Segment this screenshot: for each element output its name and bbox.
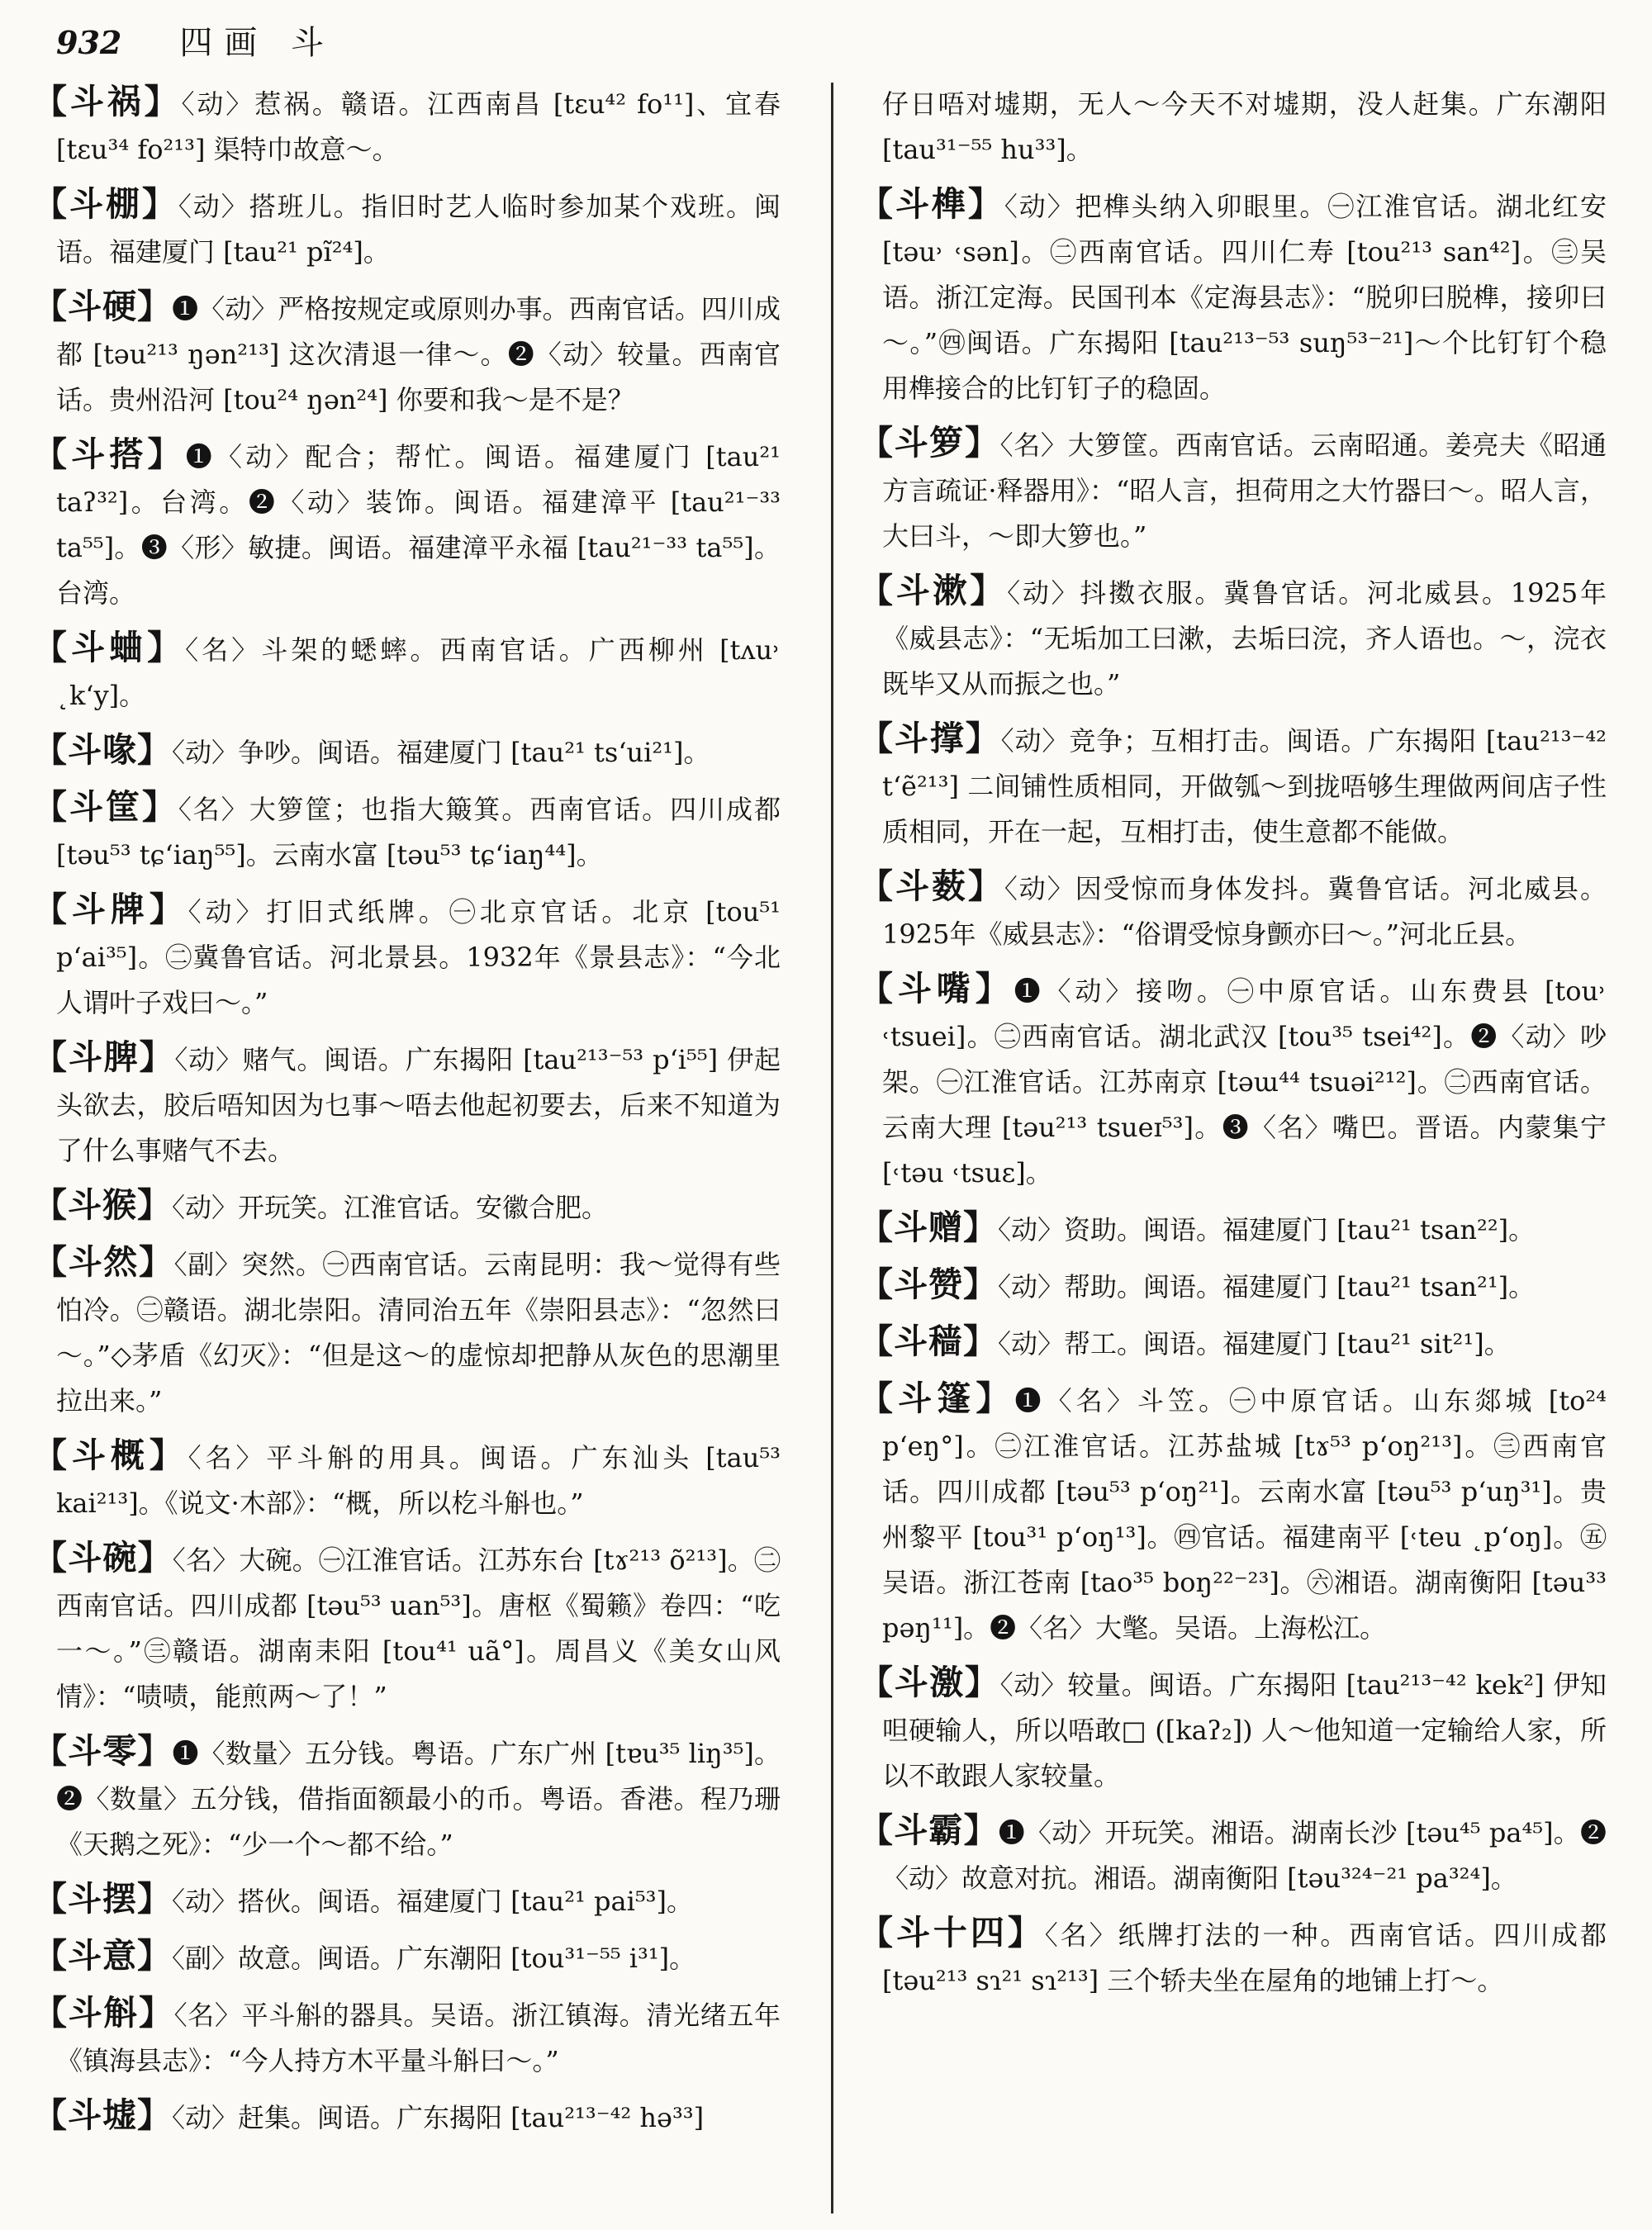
right-column	[859, 79, 1607, 2218]
dictionary-entry	[33, 1240, 781, 1424]
entry-definition: ❶〈动〉配合；帮忙。闽语。福建厦门 [tau²¹ taʔ³²]。台湾。❷〈动〉装饰。闽语。福建漳平 [tau²¹⁻³³ ta⁵⁵]。❸〈形〉敏捷。闽语。福建漳平永福 [tau²¹⁻³³ ta⁵⁵]。台湾。	[56, 441, 781, 609]
dictionary-entry	[33, 1729, 781, 1867]
dictionary-entry-continuation	[859, 79, 1607, 173]
entry-headword: 【斗碗】	[33, 1538, 173, 1578]
dictionary-entry	[859, 1808, 1607, 1901]
entry-headword: 【斗祸】	[33, 82, 182, 121]
entry-headword: 【斗赠】	[859, 1208, 998, 1247]
entry-definition: 〈名〉大箩筐；也指大簸箕。西南官话。四川成都 [təu⁵³ tɕ‘iaŋ⁵⁵]。云南水富 [təu⁵³ tɕ‘iaŋ⁴⁴]。	[56, 794, 781, 871]
entry-headword: 【斗硬】	[33, 287, 173, 326]
entry-definition: 〈名〉大箩筐。西南官话。云南昭通。姜亮夫《昭通方言疏证·释器用》：“昭人言，担荷用之大竹器曰～。昭人言，大曰斗，～即大箩也。”	[882, 429, 1607, 552]
entry-definition: 〈动〉赶集。闽语。广东揭阳 [tau²¹³⁻⁴² hə³³]	[172, 2102, 705, 2133]
entry-headword: 【斗搭】	[33, 434, 186, 474]
entry-definition: 〈动〉因受惊而身体发抖。冀鲁官话。河北威县。1925年《威县志》：“俗谓受惊身颤亦曰～。”河北丘县。	[882, 873, 1607, 950]
entry-headword: 【斗筐】	[33, 787, 178, 827]
entry-definition: 〈动〉搭伙。闽语。福建厦门 [tau²¹ pai⁵³]。	[172, 1886, 693, 1917]
entry-definition: ❶〈名〉斗笠。㊀中原官话。山东郯城 [to²⁴ p‘eŋ°]。㊁江淮官话。江苏盐城 [tɤ⁵³ p‘oŋ²¹³]。㊂西南官话。四川成都 [təu⁵³ p‘oŋ²¹]。云南水富 [təu⁵³ p‘uŋ³¹]。贵州黎平 [tou³¹ p‘oŋ¹³]。㊃官话。福建南平 [˓teu ˛p‘oŋ]。㊄吴语。浙江苍南 [tao³⁵ boŋ²²⁻²³]。㊅湘语。湖南衡阳 [təu³³ pəŋ¹¹]。❷〈名〉大氅。吴语。上海松江。	[882, 1385, 1607, 1644]
entry-headword: 【斗榫】	[859, 184, 1004, 224]
entry-definition: 〈动〉惹祸。赣语。江西南昌 [tɛu⁴² fo¹¹]、宜春 [tɛu³⁴ fo²¹³] 渠特巾故意～。	[56, 88, 781, 165]
entry-headword: 【斗嘴】	[859, 969, 1014, 1008]
entry-definition: 〈动〉开玩笑。江淮官话。安徽合肥。	[172, 1192, 609, 1223]
entry-headword: 【斗棚】	[33, 184, 178, 224]
page-number: 932	[56, 24, 122, 61]
dictionary-entry	[33, 1433, 781, 1526]
dictionary-entry	[33, 785, 781, 878]
entry-headword: 【斗蛐】	[33, 628, 186, 667]
entry-headword: 【斗漱】	[859, 571, 1008, 610]
dictionary-entry	[859, 1262, 1607, 1310]
entry-definition: 〈副〉突然。㊀西南官话。云南昆明：我～觉得有些怕冷。㊁赣语。湖北崇阳。清同治五年《崇阳县志》：“忽然曰～。”◇茅盾《幻灭》：“但是这～的虚惊却把静从灰色的思潮里拉出来。”	[56, 1249, 781, 1416]
dictionary-entry	[859, 568, 1607, 707]
left-column	[33, 79, 781, 2218]
section-title: 四画 斗	[179, 24, 336, 62]
entry-headword: 【斗猴】	[33, 1185, 172, 1225]
entry-headword: 【斗赞】	[859, 1264, 998, 1304]
page-header	[56, 17, 1609, 66]
entry-headword: 【斗篷】	[859, 1378, 1015, 1418]
dictionary-entry	[33, 1535, 781, 1720]
dictionary-entry	[33, 1035, 781, 1174]
entry-definition: 〈副〉故意。闽语。广东潮阳 [tou³¹⁻⁵⁵ i³¹]。	[172, 1943, 696, 1974]
entry-definition: 〈动〉资助。闽语。福建厦门 [tau²¹ tsan²²]。	[998, 1214, 1536, 1245]
entry-definition: 〈名〉斗架的蟋蟀。西南官话。广西柳州 [tʌu˒ ˛k‘y]。	[56, 634, 781, 711]
dictionary-entry	[33, 625, 781, 719]
entry-definition: 〈动〉把榫头纳入卯眼里。㊀江淮官话。湖北红安 [təu˒ ˓sən]。㊁西南官话。四川仁寿 [tou²¹³ san⁴²]。㊂吴语。浙江定海。民国刊本《定海县志》：“脱卯曰脱榫，接卯曰～。”㊃闽语。广东揭阳 [tau²¹³⁻⁵³ suŋ⁵³⁻²¹]～个比钉钉个稳用榫接合的比钉钉子的稳固。	[882, 191, 1607, 404]
dictionary-entry	[859, 864, 1607, 957]
entry-headword: 【斗概】	[33, 1435, 188, 1475]
entry-headword: 【斗十四】	[859, 1913, 1045, 1952]
dictionary-entry	[33, 79, 781, 173]
dictionary-entry	[859, 420, 1607, 559]
entry-headword: 【斗零】	[33, 1731, 173, 1771]
dictionary-entry	[859, 1910, 1607, 2004]
entry-definition: ❶〈动〉接吻。㊀中原官话。山东费县 [tou˒ ˓tsuei]。㊁西南官话。湖北武汉 [tou³⁵ tsei⁴²]。❷〈动〉吵架。㊀江淮官话。江苏南京 [təɯ⁴⁴ tsuəi²¹²]。㊁西南官话。云南大理 [təu²¹³ tsueɪ⁵³]。❸〈名〉嘴巴。晋语。内蒙集宁 [˓təu ˓tsuɛ]。	[882, 975, 1607, 1189]
dictionary-entry	[33, 2093, 781, 2141]
dictionary-entry	[859, 1205, 1607, 1253]
dictionary-entry	[33, 728, 781, 776]
entry-headword: 【斗霸】	[859, 1810, 999, 1850]
entry-definition: 〈动〉赌气。闽语。广东揭阳 [tau²¹³⁻⁵³ p‘i⁵⁵] 伊起头欲去，胶后唔知因为乜事～唔去他起初要去，后来不知道为了什么事赌气不去。	[56, 1044, 781, 1166]
dictionary-entry	[859, 716, 1607, 855]
entry-headword: 【斗穑】	[859, 1321, 998, 1361]
entry-definition: 〈动〉帮工。闽语。福建厦门 [tau²¹ sit²¹]。	[998, 1328, 1511, 1359]
entry-definition: 〈动〉搭班儿。指旧时艺人临时参加某个戏班。闽语。福建厦门 [tau²¹ pĩ²⁴]。	[56, 191, 781, 268]
entry-definition: 仔日唔对墟期，无人～今天不对墟期，没人赶集。广东潮阳 [tau³¹⁻⁵⁵ hu³³]。	[882, 88, 1607, 165]
entry-headword: 【斗喙】	[33, 730, 172, 770]
entry-definition: 〈名〉平斗斛的用具。闽语。广东汕头 [tau⁵³ kai²¹³]。《说文·木部》：“概，所以杚斗斛也。”	[56, 1442, 781, 1519]
entry-headword: 【斗箩】	[859, 423, 1000, 463]
entry-headword: 【斗撑】	[859, 719, 1001, 758]
entry-headword: 【斗牌】	[33, 890, 188, 929]
dictionary-entry	[859, 1319, 1607, 1367]
entry-definition: 〈动〉竞争；互相打击。闽语。广东揭阳 [tau²¹³⁻⁴² t‘ẽ²¹³] 二间铺性质相同，开做瓠～到拢唔够生理做两间店子性质相同，开在一起，互相打击，使生意都不能做。	[882, 725, 1607, 847]
dictionary-entry	[33, 1933, 781, 1981]
entry-definition: ❶〈数量〉五分钱。粤语。广东广州 [tɐu³⁵ liŋ³⁵]。❷〈数量〉五分钱，借指面额最小的币。粤语。香港。程乃珊《天鹅之死》：“少一个～都不给。”	[56, 1738, 781, 1860]
entry-headword: 【斗摆】	[33, 1879, 172, 1919]
column-divider	[831, 83, 833, 2213]
entry-definition: 〈名〉大碗。㊀江淮官话。江苏东台 [tɤ²¹³ õ²¹³]。㊁西南官话。四川成都 [təu⁵³ uan⁵³]。唐枢《蜀籁》卷四：“吃一～。”㊂赣语。湖南耒阳 [tou⁴¹ uã°]。周昌义《美女山风情》：“啧啧，能煎两～了！”	[56, 1544, 781, 1712]
entry-headword: 【斗斛】	[33, 1993, 174, 2033]
dictionary-entry	[859, 1660, 1607, 1799]
entry-definition: 〈名〉纸牌打法的一种。西南官话。四川成都 [təu²¹³ sɿ²¹ sɿ²¹³] 三个轿夫坐在屋角的地铺上打～。	[882, 1919, 1607, 1996]
entry-headword: 【斗意】	[33, 1936, 172, 1976]
dictionary-entry	[859, 966, 1607, 1196]
entry-definition: 〈动〉抖擞衣服。冀鲁官话。河北威县。1925年《威县志》：“无垢加工曰漱，去垢曰浣，齐人语也。～，浣衣既毕又从而振之也。”	[882, 577, 1607, 700]
entry-headword: 【斗激】	[859, 1663, 1000, 1702]
entry-headword: 【斗然】	[33, 1242, 174, 1282]
dictionary-entry	[33, 182, 781, 275]
dictionary-entry	[33, 1990, 781, 2084]
dictionary-entry	[859, 1376, 1607, 1651]
entry-definition: 〈动〉较量。闽语。广东揭阳 [tau²¹³⁻⁴² kek²] 伊知呾硬输人，所以唔敢□ ([kaʔ₂]) 人～他知道一定输给人家，所以不敢跟人家较量。	[882, 1669, 1607, 1791]
entry-definition: 〈动〉帮助。闽语。福建厦门 [tau²¹ tsan²¹]。	[998, 1271, 1536, 1302]
dictionary-entry	[859, 182, 1607, 411]
entry-definition: 〈动〉争吵。闽语。福建厦门 [tau²¹ ts‘ui²¹]。	[172, 737, 710, 768]
dictionary-entry	[33, 1877, 781, 1924]
dictionary-entry	[33, 284, 781, 423]
dictionary-entry	[33, 432, 781, 616]
dictionary-entry	[33, 887, 781, 1026]
entry-definition: 〈动〉打旧式纸牌。㊀北京官话。北京 [tou⁵¹ p‘ai³⁵]。㊁冀鲁官话。河北景县。1932年《景县志》：“今北人谓叶子戏曰～。”	[56, 896, 781, 1018]
entry-headword: 【斗薮】	[859, 866, 1004, 906]
dictionary-entry	[33, 1183, 781, 1231]
entry-headword: 【斗脾】	[33, 1037, 175, 1077]
entry-definition: ❶〈动〉严格按规定或原则办事。西南官话。四川成都 [təu²¹³ ŋən²¹³] 这次清退一律～。❷〈动〉较量。西南官话。贵州沿河 [tou²⁴ ŋən²⁴] 你要和我～是不是？	[56, 293, 781, 415]
entry-headword: 【斗墟】	[33, 2095, 172, 2135]
entry-definition: 〈名〉平斗斛的器具。吴语。浙江镇海。清光绪五年《镇海县志》：“今人持方木平量斗斛曰～。”	[56, 2000, 781, 2076]
entry-definition: ❶〈动〉开玩笑。湘语。湖南长沙 [təu⁴⁵ pa⁴⁵]。❷〈动〉故意对抗。湘语。湖南衡阳 [təu³²⁴⁻²¹ pa³²⁴]。	[882, 1817, 1607, 1894]
